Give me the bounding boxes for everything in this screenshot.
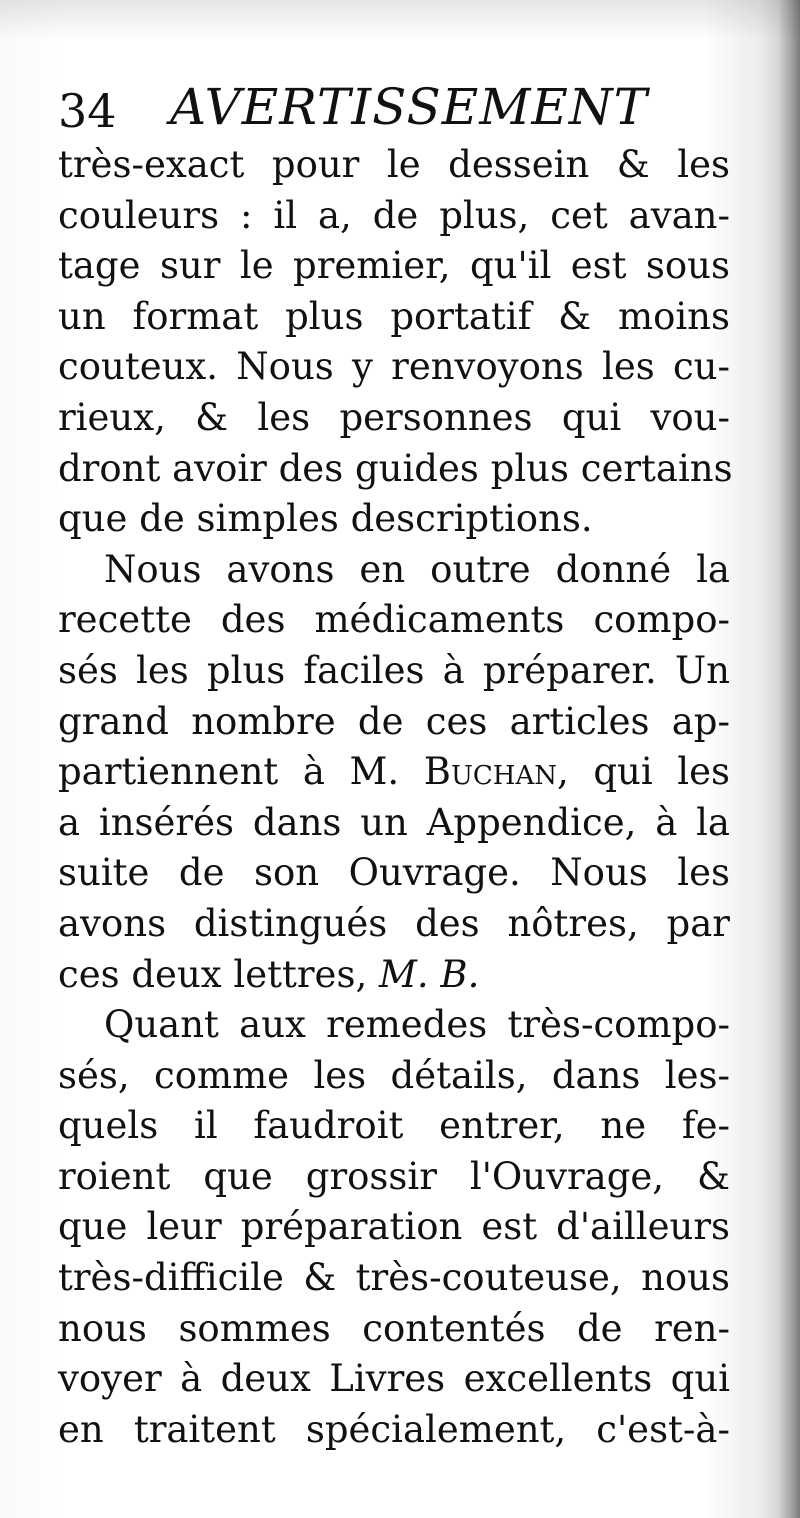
text-fragment: ces deux lettres, bbox=[58, 952, 368, 996]
text-line: roient que grossir l'Ouvrage, & bbox=[58, 1154, 730, 1198]
text-line: voyer à deux Livres excellents qui bbox=[58, 1357, 730, 1401]
page-top-shadow bbox=[0, 0, 800, 40]
text-line: que leur préparation est d'ailleurs bbox=[58, 1205, 730, 1249]
text-line: a insérés dans un Appendice, à la bbox=[58, 800, 730, 844]
text-line: tage sur le premier, qu'il est sous bbox=[58, 244, 730, 288]
initials-mb: M. B. bbox=[378, 952, 480, 996]
text-line: dront avoir des guides plus certains bbox=[58, 446, 733, 490]
text-line: très-exact pour le dessein & les bbox=[58, 143, 730, 186]
author-name-buchan: Buchan bbox=[423, 750, 557, 794]
text-line: couleurs : il a, de plus, cet avan- bbox=[58, 193, 730, 237]
text-line: très-difficile & très-couteuse, nous bbox=[58, 1256, 730, 1300]
text-line-with-initials bbox=[58, 950, 730, 1001]
text-line: quels il faudroit entrer, ne fe- bbox=[58, 1104, 730, 1148]
text-line: sés les plus faciles à préparer. Un bbox=[58, 648, 730, 692]
page-header bbox=[58, 72, 738, 142]
text-line: suite de son Ouvrage. Nous les bbox=[58, 851, 730, 895]
body-text bbox=[58, 140, 733, 1455]
text-line: avons distingués des nôtres, par bbox=[58, 901, 730, 945]
text-line: Nous avons en outre donné la bbox=[104, 547, 730, 591]
text-fragment: partiennent à M. bbox=[58, 750, 400, 794]
text-line: que de simples descriptions. bbox=[58, 497, 593, 541]
text-line: grand nombre de ces articles ap- bbox=[58, 699, 730, 743]
text-fragment: , qui les bbox=[556, 750, 730, 794]
text-line: sés, comme les détails, dans les- bbox=[58, 1053, 730, 1097]
text-line: un format plus portatif & moins bbox=[58, 294, 730, 338]
text-line: en traitent spécialement, c'est-à- bbox=[58, 1407, 730, 1451]
text-line: rieux, & les personnes qui vou- bbox=[58, 395, 730, 439]
text-line: couteux. Nous y renvoyons les cu- bbox=[58, 345, 730, 389]
running-head: AVERTISSEMENT bbox=[170, 78, 649, 136]
text-line: Quant aux remedes très-compo- bbox=[104, 1003, 730, 1047]
page-gutter-shadow bbox=[778, 0, 800, 1518]
text-line-with-name bbox=[58, 747, 730, 798]
text-line: nous sommes contentés de ren- bbox=[58, 1306, 730, 1350]
page-number: 34 bbox=[58, 84, 117, 138]
text-line: recette des médicaments compo- bbox=[58, 598, 730, 642]
